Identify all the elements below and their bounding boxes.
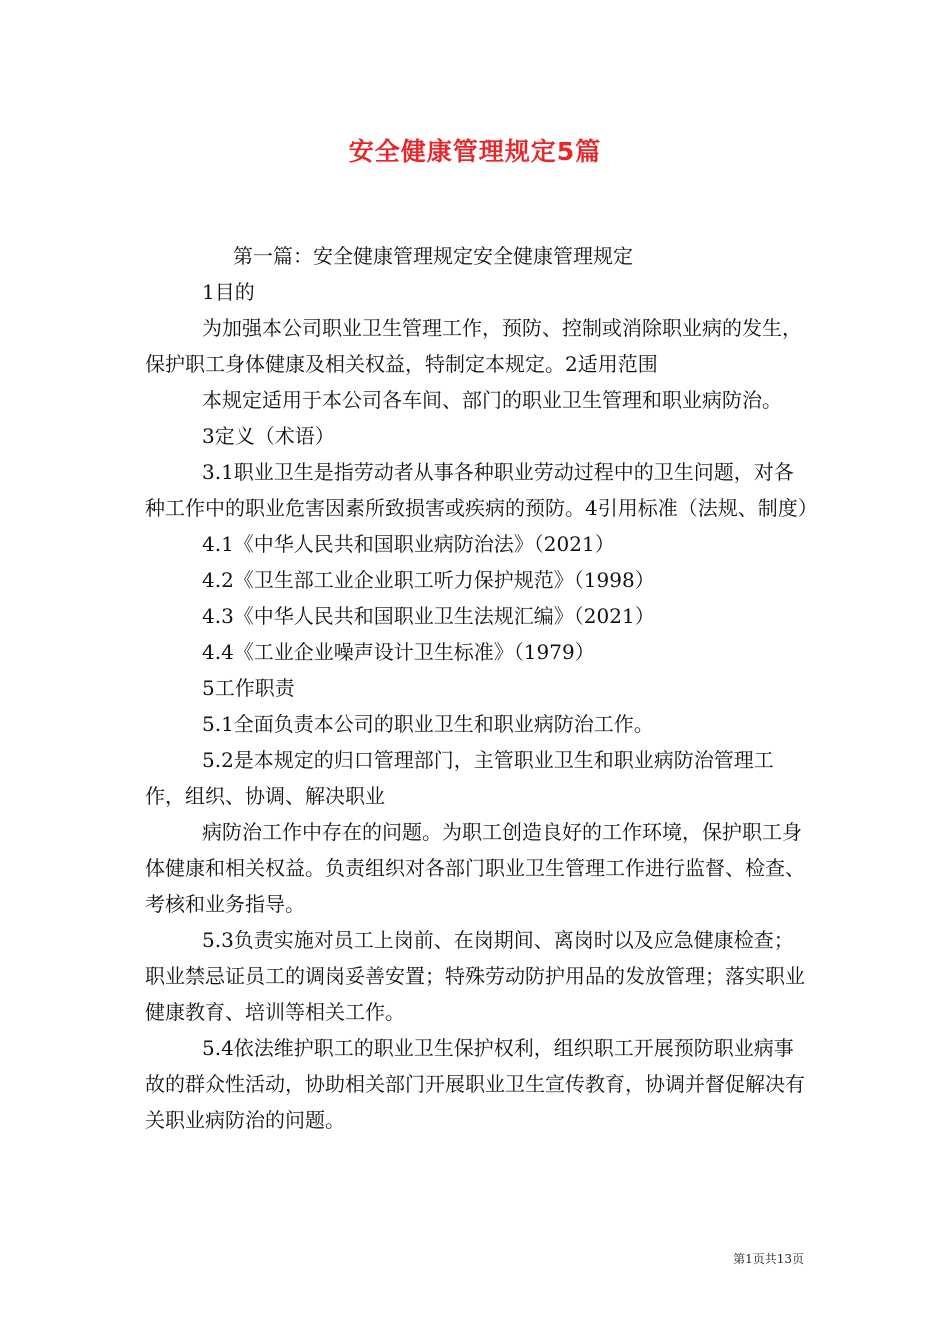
document-title: 安全健康管理规定5篇 [348, 137, 602, 166]
paragraph: 5工作职责 [202, 676, 295, 700]
paragraph: 5.1全面负责本公司的职业卫生和职业病防治工作。 [202, 712, 654, 736]
paragraph: 病防治工作中存在的问题。为职工创造良好的工作环境，保护职工身体健康和相关权益。负责组织对各部门职业卫生管理工作进行监督、检查、考核和业务指导。 [145, 820, 805, 916]
paragraph: 本规定适用于本公司各车间、部门的职业卫生管理和职业病防治。 [202, 388, 782, 412]
paragraph: 1目的 [202, 280, 255, 304]
paragraph: 为加强本公司职业卫生管理工作，预防、控制或消除职业病的发生，保护职工身体健康及相关权益，特制定本规定。2适用范围 [145, 316, 802, 376]
page-number: 第1页共13页 [733, 1252, 804, 1266]
paragraph: 5.3负责实施对员工上岗前、在岗期间、离岗时以及应急健康检查；职业禁忌证员工的调岗妥善安置；特殊劳动防护用品的发放管理；落实职业健康教育、培训等相关工作。 [145, 928, 805, 1024]
section-heading: 第一篇：安全健康管理规定安全健康管理规定 [233, 244, 633, 268]
paragraph: 4.3《中华人民共和国职业卫生法规汇编》（2021） [202, 604, 655, 628]
document-body [145, 238, 818, 1138]
paragraph: 3定义（术语） [202, 424, 335, 448]
paragraph: 4.2《卫生部工业企业职工听力保护规范》（1998） [202, 568, 655, 592]
paragraph: 3.1职业卫生是指劳动者从事各种职业劳动过程中的卫生问题，对各种工作中的职业危害因素所致损害或疾病的预防。4引用标准（法规、制度） [145, 460, 818, 520]
paragraph: 4.1《中华人民共和国职业病防治法》（2021） [202, 532, 615, 556]
paragraph: 5.4依法维护职工的职业卫生保护权利，组织职工开展预防职业病事故的群众性活动，协助相关部门开展职业卫生宣传教育，协调并督促解决有关职业病防治的问题。 [145, 1036, 805, 1132]
paragraph: 4.4《工业企业噪声设计卫生标准》（1979） [202, 640, 595, 664]
paragraph: 5.2是本规定的归口管理部门，主管职业卫生和职业病防治管理工作，组织、协调、解决职业 [145, 748, 774, 808]
